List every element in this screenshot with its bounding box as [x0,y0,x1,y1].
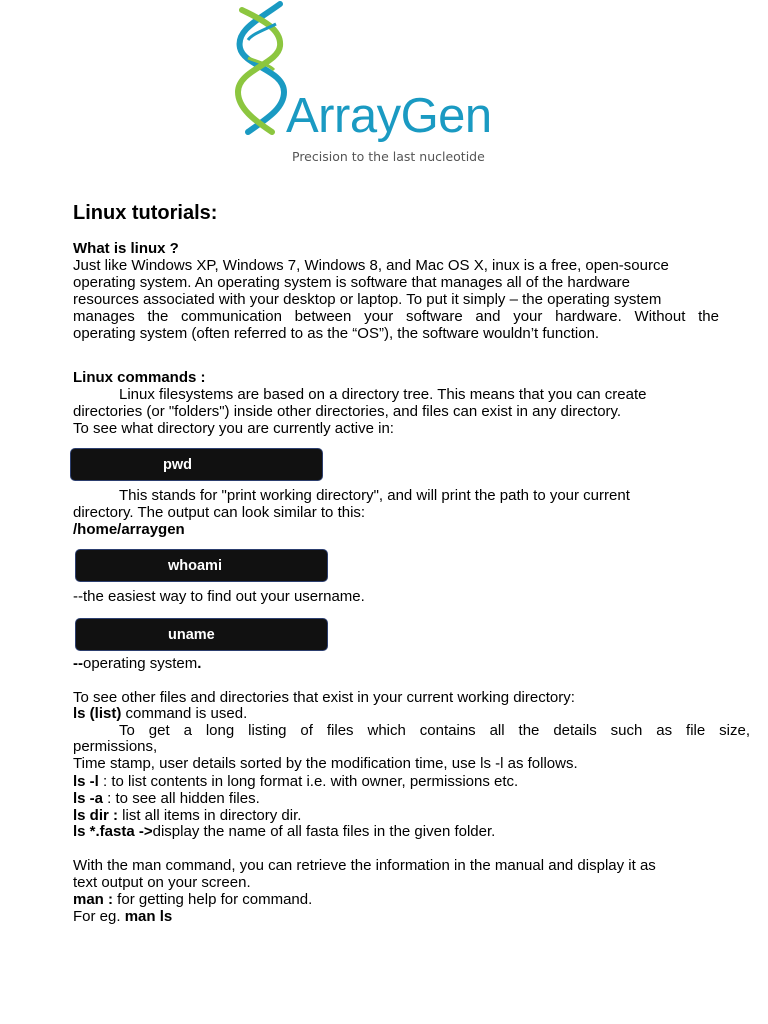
pwd-desc-line: This stands for "print working directory", and will print the path to your current [119,487,630,504]
what-is-heading: What is linux ? [73,240,179,257]
what-is-line: operating system. An operating system is software that manages all of the hardware [73,274,630,291]
pwd-desc-line: directory. The output can look similar to this: [73,504,366,521]
commands-intro-line: directories (or "folders") inside other directories, and files can exist in any directory. [73,403,622,420]
whoami-command-label: whoami [168,557,222,574]
ls-option [73,791,260,808]
arraygen-logo [228,0,524,168]
what-is-line: resources associated with your desktop or laptop. To put it simply – the operating system [73,291,662,308]
ls-option [73,774,518,791]
uname-desc-prefix: -- [73,655,83,672]
ls-option-desc: : to see all hidden files. [103,790,260,807]
man-example [73,909,172,926]
logo-tagline: Precision to the last nucleotide [292,149,485,164]
ls-name-line [73,706,247,723]
commands-intro-line: To see what directory you are currently active in: [73,420,394,437]
pwd-example-output: /home/arraygen [73,521,185,538]
man-line: text output on your screen. [73,874,251,891]
man-line: With the man command, you can retrieve the information in the manual and display it as [73,857,656,874]
man-flag: man : [73,891,114,908]
ls-name-desc: command is used. [121,705,248,722]
whoami-command-box [76,550,327,581]
ls-option-desc: : to list contents in long format i.e. with owner, permissions etc. [98,773,519,790]
page-title: Linux tutorials: [73,202,218,224]
ls-option-desc: display the name of all fasta files in the given folder. [152,823,496,840]
man-example-cmd: man ls [124,908,173,925]
uname-command-box [76,619,327,650]
uname-command-label: uname [168,626,215,643]
ls-name: ls (list) [73,705,122,722]
pwd-command-box [71,449,322,480]
commands-heading: Linux commands : [73,369,206,386]
uname-desc-suffix: . [197,655,202,672]
ls-option-desc: list all items in directory dir. [118,807,302,824]
man-desc: for getting help for command. [113,891,313,908]
ls-intro: To see other files and directories that exist in your current working directory: [73,689,575,706]
ls-option-flag: ls *.fasta -> [73,823,153,840]
ls-timestamp-line: Time stamp, user details sorted by the modification time, use ls -l as follows. [73,755,578,772]
man-usage [73,892,312,909]
commands-intro-line: Linux filesystems are based on a directory tree. This means that you can create [119,386,647,403]
uname-desc-text: operating system [83,655,198,672]
pwd-command-label: pwd [163,456,192,473]
what-is-line: operating system (often referred to as the “OS”), the software wouldn’t function. [73,325,600,342]
man-example-prefix: For eg. [73,908,125,925]
ls-option-flag: ls dir : [73,807,119,824]
ls-option-flag: ls -l [73,773,99,790]
ls-long-line-2: permissions, [73,738,158,755]
whoami-desc: --the easiest way to find out your username. [73,588,365,605]
ls-option [73,824,495,841]
what-is-line: manages the communication between your software and your hardware. Without the [73,308,719,325]
what-is-line: Just like Windows XP, Windows 7, Windows 8, and Mac OS X, inux is a free, open-source [73,257,669,274]
ls-option-flag: ls -a [73,790,104,807]
uname-desc [73,656,201,673]
ls-long-line: To get a long listing of files which contains all the details such as file size, [119,722,750,739]
logo-wordmark: ArrayGen [286,89,492,143]
